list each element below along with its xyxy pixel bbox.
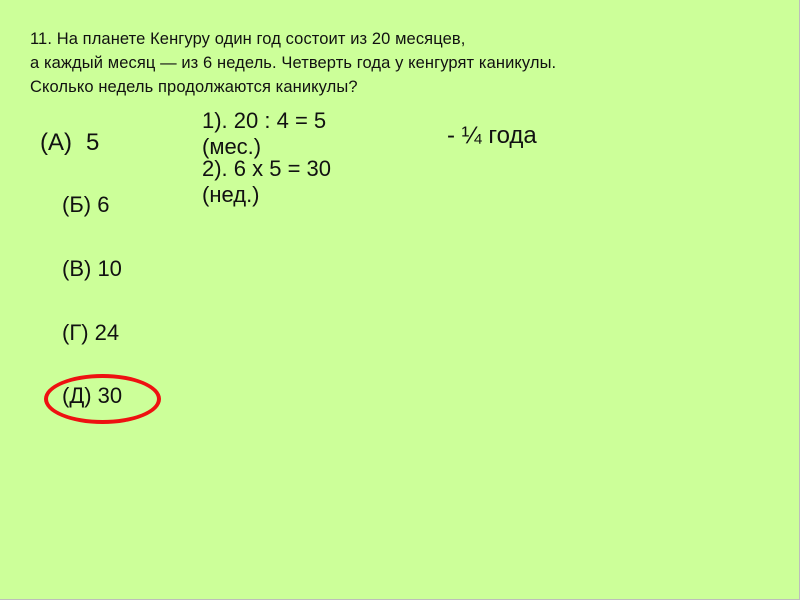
option-v: (В) 10 — [62, 256, 122, 281]
solution-step-2: 2). 6 х 5 = 30 (нед.) — [202, 156, 332, 207]
problem-line-1: 11. На планете Кенгуру один год состоит из 20 месяцев, — [30, 30, 466, 48]
problem-line-3: Сколько недель продолжаются каникулы? — [30, 78, 358, 96]
option-g: (Г) 24 — [62, 320, 120, 345]
quarter-year-note: - ¼ года — [447, 122, 537, 149]
option-a — [40, 130, 99, 156]
option-a-value: 5 — [86, 129, 100, 156]
correct-answer-circle — [44, 374, 161, 424]
problem-statement — [30, 27, 750, 99]
solution-step-1: 1). 20 : 4 = 5 (мес.) — [202, 108, 327, 159]
option-a-letter: (А) — [40, 129, 72, 156]
problem-line-2: а каждый месяц — из 6 недель. Четверть года у кенгурят каникулы. — [30, 54, 557, 72]
option-d: (Д) 30 — [62, 383, 123, 408]
option-b: (Б) 6 — [62, 192, 110, 217]
